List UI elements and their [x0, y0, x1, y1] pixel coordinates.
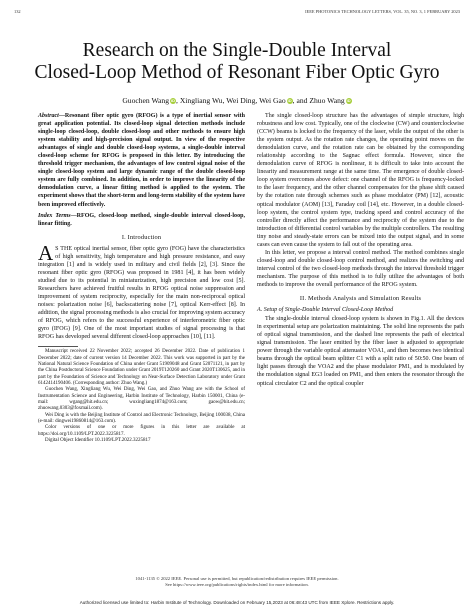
author-name: Guochen Wang: [122, 96, 170, 105]
download-notice: Authorized licensed use limited to: Harbin Institute of Technology. Downloaded on February 15,2023 at 06:48:43 UTC from IEEE Xplore. Restrictions apply.: [79, 600, 395, 605]
index-terms-label: Index Terms: [38, 212, 71, 219]
body-paragraph-3: The single-double interval closed-loop system is shown in Fig.1. All the devices in experimental setup are polarization maintaining. The solid line represents the path of optical signal transmission, and the dashed line represents the path of electrical signal transmission. The laser emitted by the fiber laser is adjusted to appropriate power through the variable optical attenuator VOA1, and then becomes two identical beams through the optical beam splitter C1 with a split ratio of 50:50. One beam of light passes through the VOA2 and the phase modulator PM1, and is modulated by the modulation signal EG3 loaded on PM1, and then enters the resonator through the optical circulator C2 and the optical coupler: [257, 316, 464, 387]
footnote-color-versions: Color versions of one or more figures in this letter are available at https://doi.org/10.1109/LPT.2022.3225817.: [38, 425, 245, 437]
orcid-icon[interactable]: iD: [287, 98, 292, 103]
issn-notice: 1041-1135 © 2022 IEEE. Personal use is permitted, but republication/redistribution requires IEEE permission.: [135, 576, 339, 581]
journal-name: IEEE PHOTONICS TECHNOLOGY LETTERS, VOL. 35, NO. 3, 1 FEBRUARY 2023: [305, 9, 460, 14]
section-heading-introduction: I. Introduction: [121, 233, 162, 241]
right-column: [257, 112, 464, 388]
footnote-rule: [38, 346, 78, 347]
author-name: Wei Gao: [259, 96, 286, 105]
abstract-text: Resonant fiber optic gyro (RFOG) is a type of inertial sensor with great application potential. Its closed-loop signal detection methods include single-loop closed-loop, double closed-loop and other methods to ensure high system stability and high-precision signal output. In view of the respective advantages of single and double closed-loop systems, a single-double interval closed-loop scheme for RFOG is proposed in this letter. By introducing the threshold trigger mechanism, the advantages of low control signal noise of the single closed-loop system and large dynamic range of the double closed-loop system are fully combined. In addition, in order to improve the linearity of the demodulation curve, a linear fitting method is applied to the system. The experiment shows that the short-term and long-term stability of the system have been improved effectively.: [38, 113, 245, 208]
author-separator: , and: [292, 96, 310, 105]
copyright-footer: [0, 576, 474, 588]
body-paragraph-1: The single closed-loop structure has the advantages of simple structure, high robustness and low cost. Typically, one of the clockwise (CW) and counterclockwise (CCW) beams is locked to the frequency of the laser, while the output of the other is the system output. As the rotation rate changes, the operating point moves on the demodulation curve, and the rotation rate can be obtained by the corresponding relationship according to the Sagnac effect formula. However, since the demodulation curve of RFOG is nonlinear, it is difficult to take into account the linearity and measurement range at the same time. The emergence of double closed-loop system overcomes above defect: one channel of the RFOG is frequency-locked to the laser frequency, and the other channel compensates for the phase shift caused by the rotation rate through schemes such as phase modulator (PM) [12], acoustic optical modulator (AOM) [13], Faraday coil [14], etc. However, in a double closed-loop system, the control system type, tracking speed and control accuracy of the controller directly affect the performance and reciprocity of the system due to the introduction of differential control variables by the multiple controllers. The resulting tiny noise and steady-state errors can be mixed into the output signal, and in some cases can even cause the system to fall out of the operating area.: [257, 113, 464, 248]
subsection-heading-a: A. Setup of Single-Double Interval Closed-Loop Method: [257, 307, 394, 314]
footnote-affiliation-2: Wei Ding is with the Beijing Institute of Control and Electronic Technology, Beijing 100038, China (e-mail: dingwei19860814@163.com).: [38, 412, 245, 425]
running-header: [14, 9, 460, 14]
author-separator: ,: [255, 96, 260, 105]
author-list: [0, 96, 474, 105]
author-separator: ,: [222, 96, 227, 105]
left-column: [38, 112, 245, 444]
title-line-2: Closed-Loop Method of Resonant Fiber Optic Gyro: [34, 62, 440, 83]
page-number: 132: [14, 9, 21, 14]
author-name: Zhuo Wang: [309, 96, 345, 105]
paper-title: [0, 40, 474, 84]
footnote-manuscript: Manuscript received 22 November 2022; accepted 26 December 2022. Date of publication 1 December 2022; date of current version 14 December 2022. This work was supported in part by the National Natural Science Foundation of China under Grant 51909048 and Grant 52071121, in part by the China Postdoctoral Science Foundation under Grant 2019T120260 and Grant 2020T130625, and in part by the Foundation of Science and Technology on Near-Surface Detection Laboratory under Grant 6142414190406. (Corresponding author: Zhuo Wang.): [38, 349, 245, 386]
body-paragraph-2: In this letter, we propose a interval control method. The method combines single closed-loop and double closed-loop control method, and realizes the switching and interval control of the two closed-loop methods through the interval threshold trigger mechanism. The purpose of this method is to fully utilize the advantages of both methods to improve the overall performance of the RFOG system.: [257, 249, 464, 288]
index-terms: Index Terms—RFOG, closed-loop method, single-double interval closed-loop, linear fitting.: [38, 212, 245, 227]
author-separator: ,: [176, 96, 180, 105]
footnote-affiliation: Guochen Wang, Xingliang Wu, Wei Ding, Wei Gao, and Zhuo Wang are with the School of Instrumentation Science and Engineering, Harbin Institute of Technology, Harbin 150001, China (e-mail: wgang@hit.edu.cn; wuxingliang1874@163.com; gaow@hit.edu.cn; zhuowang.0303@foxmail.com).: [38, 387, 245, 412]
orcid-icon[interactable]: iD: [171, 98, 176, 103]
title-line-1: Research on the Single-Double Interval: [82, 40, 392, 61]
intro-text: S THE optical inertial sensor, fiber optic gyro (FOG) have the characteristics of high sensitivity, high temperature and high pressure resistance, and easy integration [1] and is widely used in military and civil fields [2], [3]. Since the resonant fiber optic gyro (RFOG) was proposed in 1981 [4], it has been widely studied due to its potential in miniaturization, high precision and low cost [5]. Researchers have achieved fruitful results in RFOG optical noise suppression and improvement of system reciprocity, especially for the main non-reciprocal optical noises: polarization noise [6], backscattering noise [7], optical Kerr-effect [8]. In addition, the signal processing methods is also crucial for improving system accuracy of RFOG, which refers to the successful experience of interferometric fiber optic gyro (IFOG) [9]. One of the most important studies of signal processing is that RFOG has developed several different closed-loop approaches [10], [11].: [38, 245, 245, 341]
drop-cap: A: [38, 240, 54, 265]
abstract: Abstract—Resonant fiber optic gyro (RFOG) is a type of inertial sensor with great application potential. Its closed-loop signal detection methods include single-loop closed-loop, double closed-loop and other methods to ensure high system stability and high-precision signal output. In view of the respective advantages of single and double closed-loop systems, a single-double interval closed-loop scheme for RFOG is proposed in this letter. By introducing the threshold trigger mechanism, the advantages of low control signal noise of the single closed-loop system and large dynamic range of the double closed-loop system are fully combined. In addition, in order to improve the linearity of the demodulation curve, a linear fitting method is applied to the system. The experiment shows that the short-term and long-term stability of the system have been improved effectively.: [38, 113, 245, 208]
abstract-label: Abstract: [38, 113, 59, 119]
author-name: Xingliang Wu: [179, 96, 223, 105]
rights-link[interactable]: See https://www.ieee.org/publications/rights/index.html for more information.: [165, 582, 309, 587]
orcid-icon[interactable]: iD: [346, 98, 351, 103]
author-name: Wei Ding: [226, 96, 256, 105]
footnote-doi: Digital Object Identifier 10.1109/LPT.2022.3225817: [45, 438, 151, 444]
intro-paragraph: [38, 240, 245, 342]
section-heading-methods: II. Methods Analysis and Simulation Results: [299, 295, 422, 303]
index-terms-text: RFOG, closed-loop method, single-double interval closed-loop, linear fitting.: [38, 212, 245, 227]
